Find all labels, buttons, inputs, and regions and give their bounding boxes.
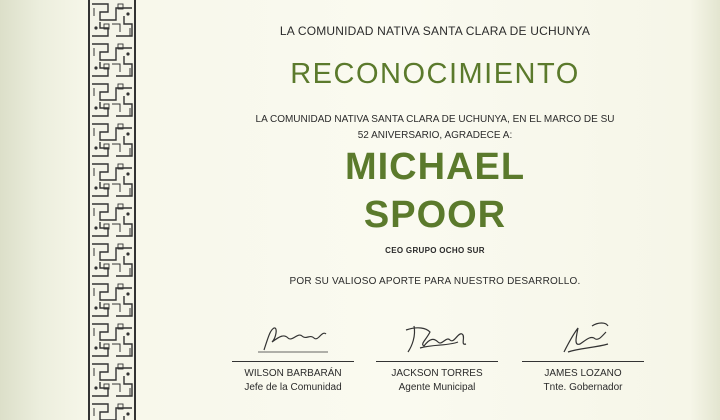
kene-pattern-border <box>88 0 136 420</box>
signatory-name: JACKSON TORRES <box>391 368 483 379</box>
recipient-role: CEO GRUPO OCHO SUR <box>385 246 485 255</box>
signature-block-2 <box>362 318 512 393</box>
signature-line <box>232 361 354 362</box>
signature-line <box>376 361 498 362</box>
certificate-title: RECONOCIMIENTO <box>290 58 580 90</box>
signatory-name: JAMES LOZANO <box>544 368 622 379</box>
signatory-name: WILSON BARBARÁN <box>244 368 342 379</box>
signature-block-1 <box>218 318 368 393</box>
recipient-first-name: MICHAEL <box>344 146 526 188</box>
signature-line <box>522 361 644 362</box>
thanks-text: POR SU VALIOSO APORTE PARA NUESTRO DESARROLLO. <box>289 276 581 287</box>
signature-block-3 <box>508 318 658 393</box>
signatory-title: Agente Municipal <box>398 382 476 393</box>
signature-mark <box>508 318 658 356</box>
signatory-title: Jefe de la Comunidad <box>244 382 342 393</box>
signatory-title: Tnte. Gobernador <box>543 382 623 393</box>
recipient-last-name: SPOOR <box>363 194 507 236</box>
signature-mark <box>362 318 512 356</box>
intro-text: LA COMUNIDAD NATIVA SANTA CLARA DE UCHUNYA, EN EL MARCO DE SU 52 ANIVERSARIO, AGRADECE A: <box>255 114 615 141</box>
issuer-heading: LA COMUNIDAD NATIVA SANTA CLARA DE UCHUNYA <box>279 24 591 38</box>
signature-mark <box>218 318 368 356</box>
